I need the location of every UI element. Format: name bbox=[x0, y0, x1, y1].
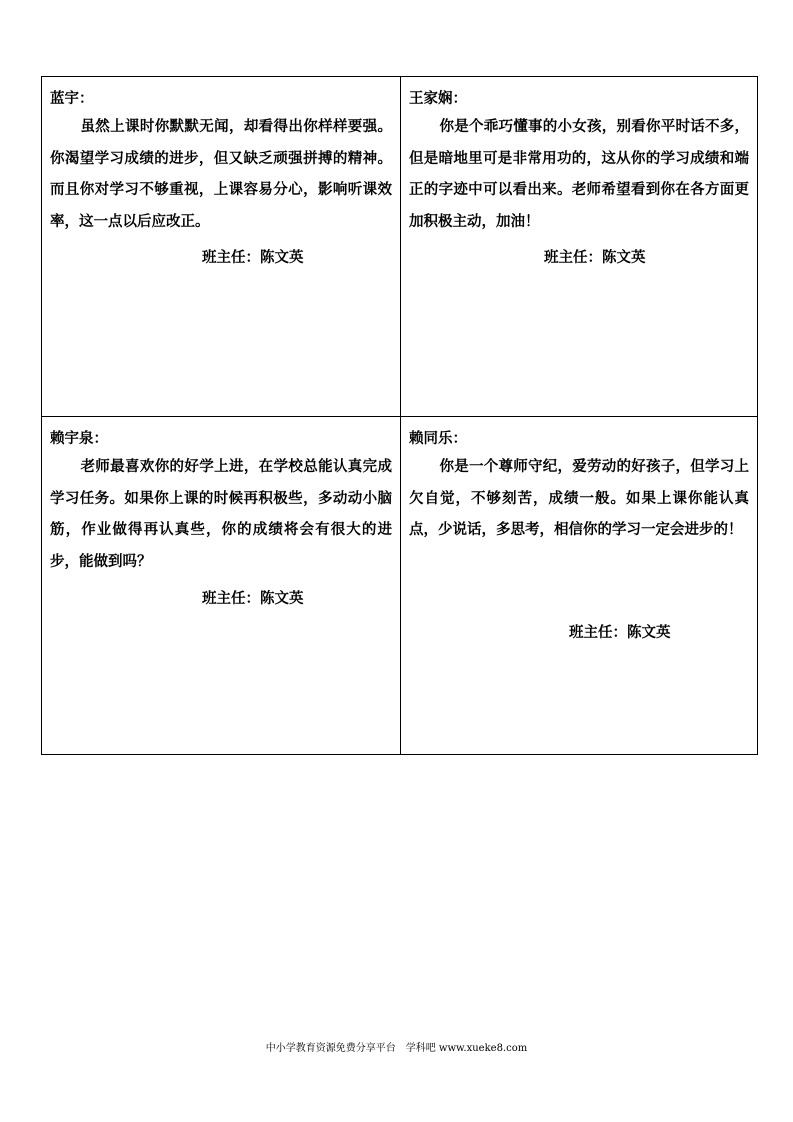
student-name: 赖同乐： bbox=[409, 430, 467, 447]
comment-cell bbox=[401, 417, 757, 754]
comment-cell bbox=[42, 417, 401, 754]
comment-text: 你是个乖巧懂事的小女孩，别看你平时话不多，但是暗地里可是非常用功的，这从你的学习成绩和端正的字迹中可以看出来。老师希望看到你在各方面更加积极主动，加油！ bbox=[409, 118, 749, 230]
comment-text: 老师最喜欢你的好学上进，在学校总能认真完成学习任务。如果你上课的时候再积极些，多动动小脑筋，作业做得再认真些，你的成绩将会有很大的进步，能做到吗？ bbox=[50, 458, 392, 570]
student-name: 赖宇泉： bbox=[50, 430, 108, 447]
teacher-signature: 班主任：陈文英 bbox=[202, 590, 304, 607]
comment-text: 虽然上课时你默默无闻，却看得出你样样要强。你渴望学习成绩的进步，但又缺乏顽强拼搏的精神。而且你对学习不够重视，上课容易分心，影响听课效率，这一点以后应改正。 bbox=[50, 118, 392, 230]
teacher-signature: 班主任：陈文英 bbox=[544, 249, 646, 266]
comment-text: 你是一个尊师守纪，爱劳动的好孩子，但学习上欠自觉，不够刻苦，成绩一般。如果上课你能认真点，少说话，多思考，相信你的学习一定会进步的！ bbox=[409, 458, 749, 538]
comment-table bbox=[41, 76, 758, 755]
student-name: 蓝宇： bbox=[50, 90, 94, 107]
teacher-signature: 班主任：陈文英 bbox=[569, 624, 671, 641]
comment-cell bbox=[42, 77, 401, 417]
comment-cell bbox=[401, 77, 757, 417]
page-footer: 中小学教育资源免费分享平台 学科吧 www.xueke8.com bbox=[265, 1043, 528, 1054]
student-name: 王家娴： bbox=[409, 90, 467, 107]
teacher-signature: 班主任：陈文英 bbox=[202, 249, 304, 266]
